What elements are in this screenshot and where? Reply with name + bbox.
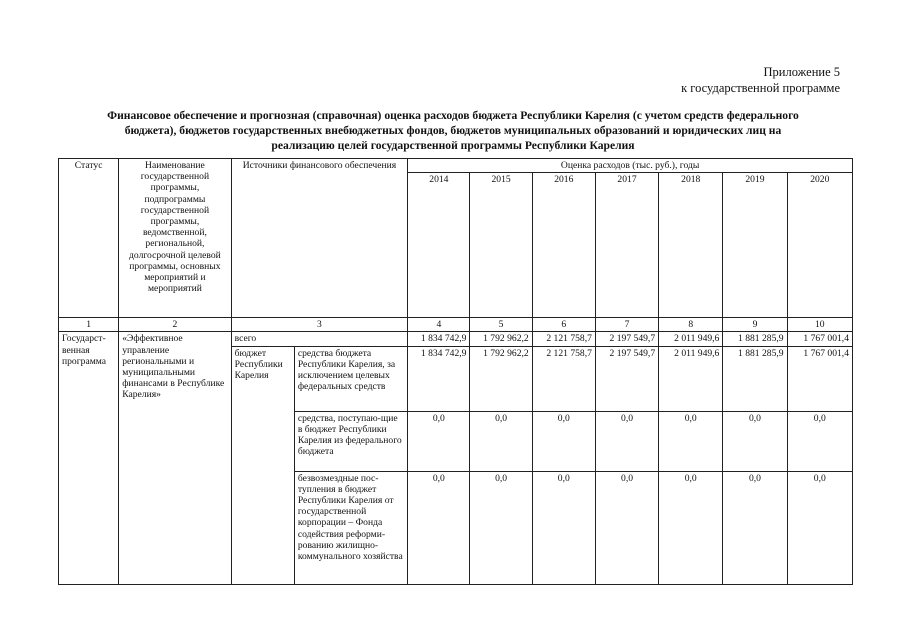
head-year-2014: 2014 (408, 173, 470, 318)
index-cell: 3 (231, 318, 408, 332)
index-cell: 10 (787, 318, 852, 332)
federal-funds-value: 0,0 (723, 411, 787, 471)
index-row (59, 318, 853, 332)
own-funds-value: 2 197 549,7 (595, 346, 658, 411)
head-sources: Источники финансового обеспечения (231, 159, 408, 318)
index-cell: 1 (59, 318, 119, 332)
head-name: Наименование государственной программы, подпрограммы государственной программы, ведомственной, региональной, долгосрочной целевой программы, основных мероприятий и мероприятий (119, 159, 231, 318)
own-funds-value: 1 881 285,9 (723, 346, 787, 411)
head-year-2015: 2015 (470, 173, 532, 318)
federal-funds-value: 0,0 (532, 411, 595, 471)
fund-receipts-label: безвозмездные пос-тупления в бюджет Республики Карелия от государственной корпорации – Фонда содействия реформи-рованию жилищно-коммунального хозяйства (294, 471, 407, 584)
title-line-1: Финансовое обеспечение и прогнозная (справочная) оценка расходов бюджета Республики Карелия (с учетом средств федерального (107, 109, 799, 122)
header-row-1 (59, 159, 853, 173)
appendix-header (681, 64, 840, 96)
index-cell: 9 (723, 318, 787, 332)
budget-label: бюджет Республики Карелия (231, 346, 294, 584)
own-funds-value: 1 834 742,9 (408, 346, 470, 411)
fund-receipts-value: 0,0 (723, 471, 787, 584)
head-year-2016: 2016 (532, 173, 595, 318)
index-cell: 8 (659, 318, 723, 332)
total-value: 1 834 742,9 (408, 332, 470, 346)
fund-receipts-value: 0,0 (470, 471, 532, 584)
total-value: 2 121 758,7 (532, 332, 595, 346)
finance-table (58, 158, 853, 585)
head-year-2020: 2020 (787, 173, 852, 318)
head-status: Статус (59, 159, 119, 318)
total-value: 1 792 962,2 (470, 332, 532, 346)
program-name: «Эффективное управление региональными и муниципальными финансами в Республике Карелия» (119, 332, 231, 584)
federal-funds-value: 0,0 (595, 411, 658, 471)
head-year-2019: 2019 (723, 173, 787, 318)
fund-receipts-value: 0,0 (787, 471, 852, 584)
fund-receipts-value: 0,0 (532, 471, 595, 584)
federal-funds-value: 0,0 (408, 411, 470, 471)
federal-funds-value: 0,0 (659, 411, 723, 471)
federal-funds-value: 0,0 (470, 411, 532, 471)
index-cell: 2 (119, 318, 231, 332)
fund-receipts-value: 0,0 (408, 471, 470, 584)
index-cell: 4 (408, 318, 470, 332)
appendix-line-2: к государственной программе (681, 81, 840, 95)
fund-receipts-value: 0,0 (659, 471, 723, 584)
total-value: 1 881 285,9 (723, 332, 787, 346)
index-cell: 6 (532, 318, 595, 332)
federal-funds-label: средства, поступаю-щие в бюджет Республики Карелия из федерального бюджета (294, 411, 407, 471)
program-status: Государст-венная программа (59, 332, 119, 584)
appendix-line-1: Приложение 5 (763, 65, 840, 79)
own-funds-value: 2 121 758,7 (532, 346, 595, 411)
federal-funds-value: 0,0 (787, 411, 852, 471)
row-total (59, 332, 853, 346)
fund-receipts-value: 0,0 (595, 471, 658, 584)
own-funds-value: 1 767 001,4 (787, 346, 852, 411)
own-funds-value: 2 011 949,6 (659, 346, 723, 411)
index-cell: 7 (595, 318, 658, 332)
head-year-2017: 2017 (595, 173, 658, 318)
own-funds-value: 1 792 962,2 (470, 346, 532, 411)
head-year-2018: 2018 (659, 173, 723, 318)
document-title (58, 108, 848, 153)
own-funds-label: средства бюджета Республики Карелия, за исключением целевых федеральных средств (294, 346, 407, 411)
index-cell: 5 (470, 318, 532, 332)
total-value: 2 197 549,7 (595, 332, 658, 346)
total-label: всего (231, 332, 408, 346)
title-line-2: бюджета), бюджетов государственных внебюджетных фондов, бюджетов муниципальных образований и юридических лиц на (124, 124, 782, 137)
head-estimate: Оценка расходов (тыс. руб.), годы (408, 159, 853, 173)
total-value: 1 767 001,4 (787, 332, 852, 346)
total-value: 2 011 949,6 (659, 332, 723, 346)
title-line-3: реализацию целей государственной программы Республики Карелия (271, 139, 635, 152)
